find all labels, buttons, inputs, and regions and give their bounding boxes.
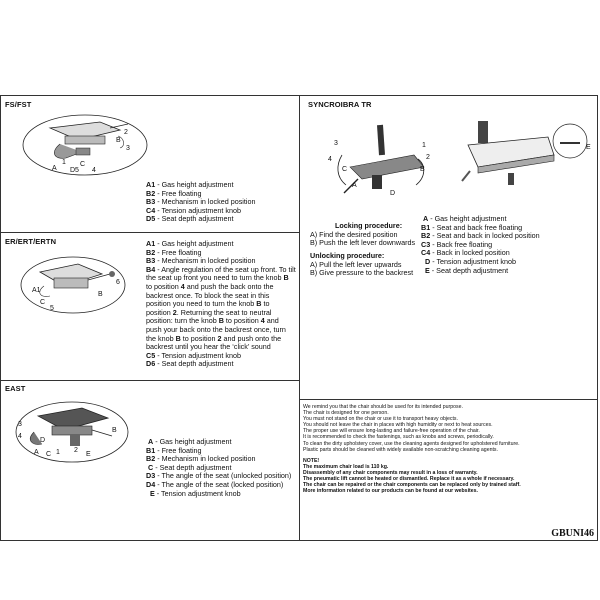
note-line: You must not stand on the chair or use it to transport heavy objects. (303, 416, 458, 423)
note-line: To clean the dirty upholstery cover, use the cleaning agents designed for upholstered furniture. (303, 440, 520, 447)
syncro-mechanism-illustration (322, 115, 442, 205)
east-label-1: 1 (56, 449, 60, 456)
er-label-a1: A1 (32, 287, 41, 294)
legend-text: - Gas height adjustment (153, 437, 232, 446)
legend-text: - The angle of the seat (unlocked position) (155, 471, 292, 481)
legend-code: D5 (146, 214, 156, 224)
legend-text: - Gas height adjustment (428, 214, 507, 223)
legend-code: C4 (421, 248, 431, 258)
legend-item (421, 267, 540, 276)
legend-item (146, 215, 255, 224)
legend-code: B3 (146, 197, 156, 207)
legend-code: D (425, 256, 431, 266)
locking-step-b: B) Push the left lever downwards (310, 238, 416, 248)
legend-item (146, 360, 296, 369)
legend-item-b4: B4 - Angle regulation of the seat up front. To tilt the seat up front you need to turn the knob B to position 4 and push the back onto the backrest once. To block the seat in this position you need to turn the knob B to position 2. Returning the seat to neutral position: turn the knob B to position 4 and push your back onto the backrest once, turn the knob B to position 2 and push onto the backrest until you hear the ‘click’ sound (146, 264, 296, 352)
divider-er-east (0, 380, 300, 381)
legend-code: B1 (146, 445, 156, 455)
note-line: The proper use will ensure long-lasting and failure-free operation of the chair. (303, 428, 480, 435)
legend-code: E (425, 265, 430, 275)
locking-heading: Locking procedure: (335, 221, 403, 230)
fs-label-4: 4 (92, 167, 96, 174)
east-label-e: E (86, 451, 91, 458)
legend-text: - Free floating (155, 247, 202, 257)
legend-text: - Mechanism in locked position (155, 197, 256, 207)
legend-text: - Tension adjustment knob (155, 350, 241, 360)
legend-item (146, 490, 291, 499)
fs-label-a: A (52, 165, 57, 172)
legend-text: - Mechanism in locked position (155, 256, 256, 266)
note-bold-line: The pneumatic lift cannot be heated or dismantled. Replace it as a whole if necessary. (303, 476, 515, 483)
legend-text: - Tension adjustment knob (154, 488, 241, 498)
legend-code: C5 (146, 350, 156, 360)
legend-code: D6 (146, 359, 156, 369)
syncro-label-b: B (420, 166, 425, 173)
syncro-seat-illustration (458, 115, 596, 190)
east-mechanism-illustration (12, 396, 130, 468)
legend-text: - Free floating (155, 188, 202, 198)
er-legend (146, 240, 296, 369)
legend-text: - The angle of the seat (locked position) (155, 479, 284, 489)
legend-text: - Back in locked position (430, 248, 510, 258)
legend-code: B2 (146, 188, 156, 198)
note-bold-line: More information related to our products can be found at our websites. (303, 488, 478, 495)
syncro-label-3: 3 (334, 140, 338, 147)
legend-code: A (423, 214, 429, 223)
syncro-label-d: D (390, 190, 396, 197)
er-label-c: C (40, 299, 46, 306)
legend-code: B2 (146, 247, 156, 257)
er-label-5: 5 (50, 305, 54, 312)
legend-text: - Seat depth adjustment (155, 359, 234, 369)
syncro-label-1: 1 (422, 142, 426, 149)
unlocking-heading: Unlocking procedure: (310, 251, 385, 260)
legend-text: - Mechanism in locked position (155, 454, 256, 464)
usage-notes (303, 404, 595, 494)
east-label-a: A (34, 449, 39, 456)
note-line: We remind you that the chair should be used for its intended purpose. (303, 404, 463, 410)
legend-text: - Tension adjustment knob (155, 205, 241, 215)
legend-code: C4 (146, 205, 156, 215)
legend-code: B3 (146, 256, 156, 266)
section-title-syncroibra-tr: SYNCROIBRA TR (308, 100, 372, 109)
fs-fst-mechanism-illustration (20, 108, 150, 183)
er-label-b: B (98, 291, 103, 298)
legend-code: C3 (421, 239, 431, 249)
unlocking-procedure (310, 252, 413, 278)
legend-code: B1 (421, 222, 431, 232)
section-title-er-ert-ertn: ER/ERT/ERTN (5, 237, 57, 246)
er-mechanism-illustration (18, 250, 128, 320)
legend-code: D3 (146, 471, 156, 481)
column-divider (299, 95, 300, 541)
legend-code: A1 (146, 180, 156, 189)
note-line: Plastic parts should be cleaned with widely available non-scratching cleaning agents. (303, 446, 498, 453)
legend-text: - Back free floating (430, 239, 493, 249)
syncro-label-2: 2 (426, 154, 430, 161)
document-code: GBUNI46 (551, 528, 594, 539)
legend-text: - Seat depth adjustment (153, 462, 232, 472)
legend-code: D4 (146, 479, 156, 489)
syncro-label-e: E (586, 144, 591, 151)
legend-code: C (148, 462, 154, 472)
legend-code: B2 (421, 231, 431, 241)
legend-code: A1 (146, 239, 156, 248)
east-label-c: C (46, 451, 52, 458)
legend-code: A (148, 437, 154, 446)
syncro-label-c: C (342, 166, 348, 173)
east-label-3: 3 (18, 421, 22, 428)
note-bold-line: Disassembly of any chair components may result in a loss of warranty. (303, 469, 478, 476)
unlocking-step-b: B) Give pressure to the backrest (310, 268, 414, 278)
syncro-label-a: A (352, 182, 357, 189)
east-legend (146, 438, 291, 498)
fs-label-1: 1 (62, 159, 66, 166)
legend-text: - Seat and back in locked position (430, 231, 540, 241)
divider-syncro-notes (299, 399, 598, 400)
er-label-6: 6 (116, 279, 120, 286)
note-line: The chair is designed for one person. (303, 410, 389, 417)
legend-text: - Seat and back free floating (430, 222, 523, 232)
fs-label-b: B (116, 137, 121, 144)
fs-fst-legend (146, 181, 255, 224)
legend-text: - Seat depth adjustment (429, 265, 509, 275)
note-bold-line: The chair can be repaired or the chair components can be replaced only by trained staff. (303, 482, 521, 489)
east-label-4: 4 (18, 433, 22, 440)
section-title-fs-fst: FS/FST (5, 100, 32, 109)
fs-label-2: 2 (124, 129, 128, 136)
locking-step-a: A) Find the desired position (310, 229, 398, 239)
east-label-b: B (112, 427, 117, 434)
unlocking-step-a: A) Pull the left lever upwards (310, 259, 402, 269)
locking-procedure (310, 222, 415, 248)
east-label-d: D (40, 437, 46, 444)
syncro-label-4: 4 (328, 156, 332, 163)
fs-label-3: 3 (126, 145, 130, 152)
legend-text: - Tension adjustment knob (430, 256, 516, 266)
legend-text: - Gas height adjustment (155, 180, 234, 189)
legend-text: - Free floating (155, 445, 202, 455)
legend-code: E (150, 488, 155, 498)
legend-text: - Gas height adjustment (155, 239, 234, 248)
note-line: It is recommended to check the fastenings, such as knobs and screws, periodically. (303, 434, 494, 441)
section-title-east: EAST (5, 384, 26, 393)
divider-fs-er (0, 232, 300, 233)
fs-label-d5: D5 (70, 167, 79, 174)
note-bold-line: The maximum chair load is 110 kg. (303, 463, 389, 470)
syncro-legend (421, 215, 540, 275)
legend-code: B2 (146, 454, 156, 464)
legend-text: - Seat depth adjustment (155, 214, 234, 224)
east-label-2: 2 (74, 447, 78, 454)
note-bold-line: NOTE! (303, 457, 320, 464)
fs-label-c: C (80, 161, 86, 168)
note-line: You should not leave the chair in places with high humidity or next to heat sources. (303, 422, 493, 429)
